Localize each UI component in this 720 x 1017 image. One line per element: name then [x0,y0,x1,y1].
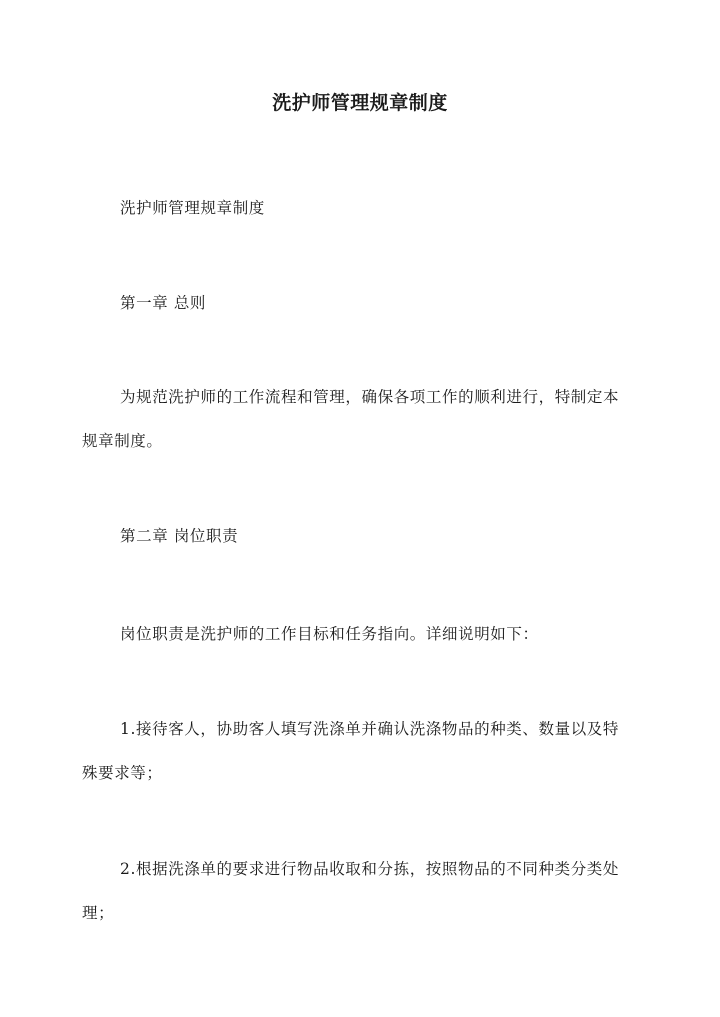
chapter-heading-2: 第二章 岗位职责 [120,527,239,545]
list-item-duty-2: 2.根据洗涤单的要求进行物品收取和分拣，按照物品的不同种类分类处理； [82,860,619,922]
paragraph-duties-intro: 岗位职责是洗护师的工作目标和任务指向。详细说明如下： [120,625,539,643]
list-item-duty-1: 1.接待客人，协助客人填写洗涤单并确认洗涤物品的种类、数量以及特殊要求等； [82,720,619,782]
paragraph-general: 为规范洗护师的工作流程和管理，确保各项工作的顺利进行，特制定本规章制度。 [82,388,620,450]
document-title: 洗护师管理规章制度 [272,92,448,114]
paragraph-subtitle: 洗护师管理规章制度 [120,199,265,217]
chapter-heading-1: 第一章 总则 [120,294,207,312]
